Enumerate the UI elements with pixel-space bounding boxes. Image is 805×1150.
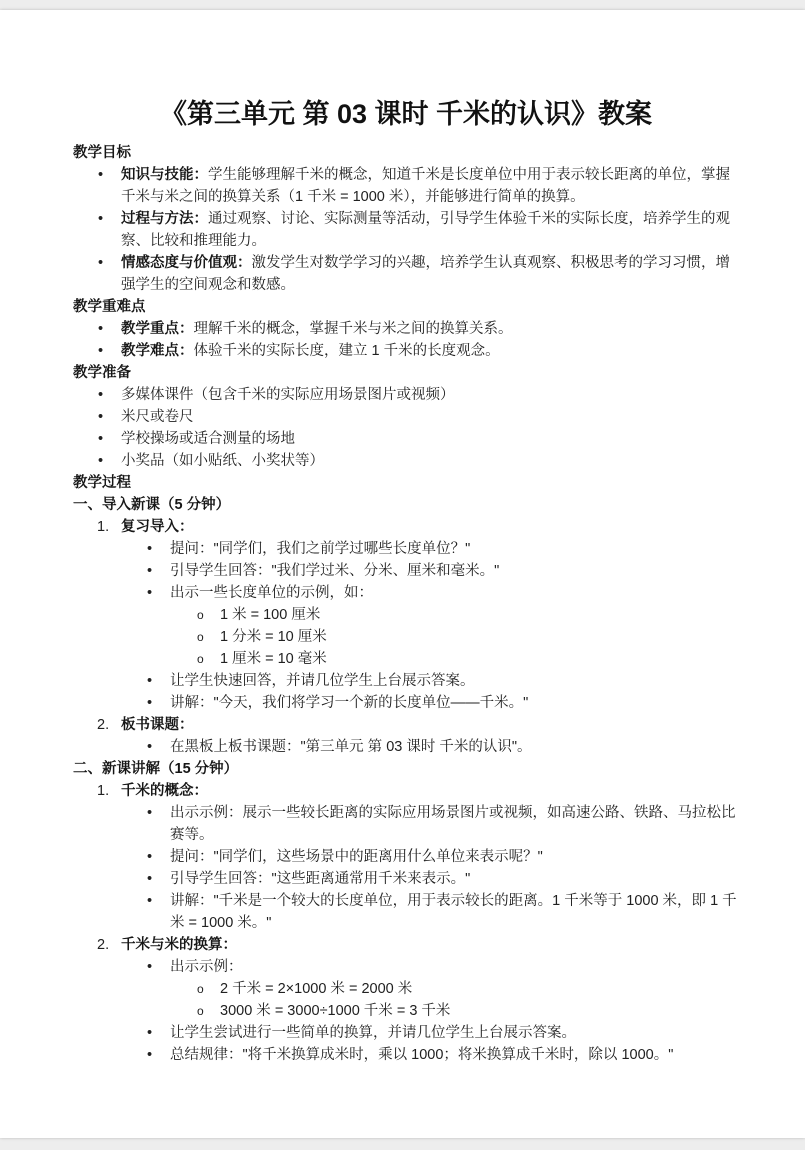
item-text: 学生能够理解千米的概念，知道千米是长度单位中用于表示较长距离的单位，掌握千米与米之间的换算关系（1 千米 = 1000 米），并能够进行简单的换算。 — [121, 167, 730, 205]
item-text: 让学生快速回答，并请几位学生上台展示答案。 — [170, 673, 475, 689]
bullet-icon: • — [147, 1025, 153, 1041]
item-label: 千米的概念： — [121, 783, 208, 799]
bullet-icon: • — [147, 893, 153, 909]
sub-bullet-item — [73, 560, 739, 582]
item-text: 1 厘米 = 10 毫米 — [220, 651, 327, 667]
item-label: 教学难点： — [121, 343, 194, 359]
circle-bullet-icon: o — [197, 630, 204, 644]
item-text: 小奖品（如小贴纸、小奖状等） — [121, 453, 324, 469]
bullet-icon: • — [147, 849, 153, 865]
sub-bullet-item — [73, 1044, 739, 1066]
bullet-icon: • — [147, 585, 153, 601]
item-text: 总结规律："将千米换算成米时，乘以 1000；将米换算成千米时，除以 1000。" — [170, 1047, 674, 1063]
item-label: 板书课题： — [121, 717, 194, 733]
bullet-item — [73, 252, 739, 296]
item-text: 米尺或卷尺 — [121, 409, 194, 425]
item-text: 引导学生回答："这些距离通常用千米来表示。" — [170, 871, 471, 887]
bullet-item — [73, 318, 739, 340]
bullet-item — [73, 208, 739, 252]
item-label: 过程与方法： — [121, 211, 208, 227]
sub-bullet-item — [73, 670, 739, 692]
item-text: 学校操场或适合测量的场地 — [121, 431, 295, 447]
item-text: 提问："同学们，我们之前学过哪些长度单位？" — [170, 541, 471, 557]
section-heading — [73, 494, 739, 516]
bullet-icon: • — [147, 1047, 153, 1063]
sub-bullet-item — [73, 802, 739, 846]
sub-bullet-item — [73, 956, 739, 978]
numbered-item — [73, 780, 739, 802]
item-text: 在黑板上板书课题："第三单元 第 03 课时 千米的认识"。 — [170, 739, 532, 755]
circle-bullet-item — [73, 648, 739, 670]
bullet-icon: • — [147, 673, 153, 689]
circle-bullet-icon: o — [197, 608, 204, 622]
item-text: 出示一些长度单位的示例，如： — [170, 585, 373, 601]
item-text: 3000 米 = 3000÷1000 千米 = 3 千米 — [220, 1003, 451, 1019]
sub-bullet-item — [73, 890, 739, 934]
circle-bullet-item — [73, 626, 739, 648]
bullet-icon: • — [147, 563, 153, 579]
item-text: 教学目标 — [73, 145, 131, 161]
document-body — [73, 142, 739, 1066]
bullet-item — [73, 450, 739, 472]
bullet-icon: • — [147, 695, 153, 711]
item-label: 情感态度与价值观： — [121, 255, 252, 271]
bullet-item — [73, 340, 739, 362]
section-heading — [73, 758, 739, 780]
circle-bullet-item — [73, 1000, 739, 1022]
bullet-icon: • — [98, 409, 104, 425]
bullet-icon: • — [147, 739, 153, 755]
item-text: 体验千米的实际长度，建立 1 千米的长度观念。 — [193, 343, 500, 359]
list-number: 2. — [97, 717, 110, 733]
circle-bullet-icon: o — [197, 982, 204, 996]
circle-bullet-item — [73, 604, 739, 626]
section-heading — [73, 472, 739, 494]
item-text: 1 分米 = 10 厘米 — [220, 629, 327, 645]
sub-bullet-item — [73, 846, 739, 868]
item-text: 引导学生回答："我们学过米、分米、厘米和毫米。" — [170, 563, 500, 579]
circle-bullet-icon: o — [197, 652, 204, 666]
item-label: 千米与米的换算： — [121, 937, 237, 953]
item-text: 教学重难点 — [73, 299, 146, 315]
section-heading — [73, 362, 739, 384]
bullet-icon: • — [98, 431, 104, 447]
item-text: 讲解："千米是一个较大的长度单位，用于表示较长的距离。1 千米等于 1000 米，即 1 千米 = 1000 米。" — [170, 893, 737, 931]
bullet-icon: • — [147, 959, 153, 975]
bullet-icon: • — [98, 343, 104, 359]
item-text: 教学准备 — [73, 365, 131, 381]
sub-bullet-item — [73, 582, 739, 604]
item-label: 知识与技能： — [121, 167, 208, 183]
sub-bullet-item — [73, 692, 739, 714]
numbered-item — [73, 516, 739, 538]
bullet-item — [73, 384, 739, 406]
item-text: 激发学生对数学学习的兴趣，培养学生认真观察、积极思考的学习习惯，增强学生的空间观念和数感。 — [121, 255, 730, 293]
numbered-item — [73, 714, 739, 736]
section-heading — [73, 296, 739, 318]
item-text: 一、导入新课（5 分钟） — [73, 497, 231, 513]
item-text: 提问："同学们，这些场景中的距离用什么单位来表示呢？" — [170, 849, 543, 865]
item-text: 1 米 = 100 厘米 — [220, 607, 321, 623]
bullet-icon: • — [98, 453, 104, 469]
item-text: 通过观察、讨论、实际测量等活动，引导学生体验千米的实际长度，培养学生的观察、比较和推理能力。 — [121, 211, 730, 249]
bullet-item — [73, 164, 739, 208]
item-text: 讲解："今天，我们将学习一个新的长度单位——千米。" — [170, 695, 529, 711]
list-number: 2. — [97, 937, 110, 953]
bullet-item — [73, 428, 739, 450]
numbered-item — [73, 934, 739, 956]
item-text: 教学过程 — [73, 475, 131, 491]
item-text: 2 千米 = 2×1000 米 = 2000 米 — [220, 981, 413, 997]
sub-bullet-item — [73, 1022, 739, 1044]
item-text: 理解千米的概念，掌握千米与米之间的换算关系。 — [193, 321, 513, 337]
circle-bullet-icon: o — [197, 1004, 204, 1018]
circle-bullet-item — [73, 978, 739, 1000]
sub-bullet-item — [73, 538, 739, 560]
bullet-icon: • — [147, 871, 153, 887]
list-number: 1. — [97, 783, 110, 799]
item-text: 二、新课讲解（15 分钟） — [73, 761, 239, 777]
bullet-icon: • — [98, 211, 104, 227]
list-number: 1. — [97, 519, 110, 535]
sub-bullet-item — [73, 868, 739, 890]
item-text: 多媒体课件（包含千米的实际应用场景图片或视频） — [121, 387, 455, 403]
document-title: 《第三单元 第 03 课时 千米的认识》教案 — [159, 99, 653, 129]
item-label: 复习导入： — [121, 519, 194, 535]
bullet-icon: • — [98, 321, 104, 337]
section-heading — [73, 142, 739, 164]
item-label: 教学重点： — [121, 321, 194, 337]
item-text: 让学生尝试进行一些简单的换算，并请几位学生上台展示答案。 — [170, 1025, 576, 1041]
item-text: 出示示例：展示一些较长距离的实际应用场景图片或视频，如高速公路、铁路、马拉松比赛等。 — [170, 805, 736, 843]
item-text: 出示示例： — [170, 959, 243, 975]
bullet-icon: • — [98, 387, 104, 403]
bullet-icon: • — [98, 167, 104, 183]
sub-bullet-item — [73, 736, 739, 758]
document-page — [0, 10, 805, 1138]
bullet-icon: • — [98, 255, 104, 271]
bullet-item — [73, 406, 739, 428]
bullet-icon: • — [147, 805, 153, 821]
bullet-icon: • — [147, 541, 153, 557]
